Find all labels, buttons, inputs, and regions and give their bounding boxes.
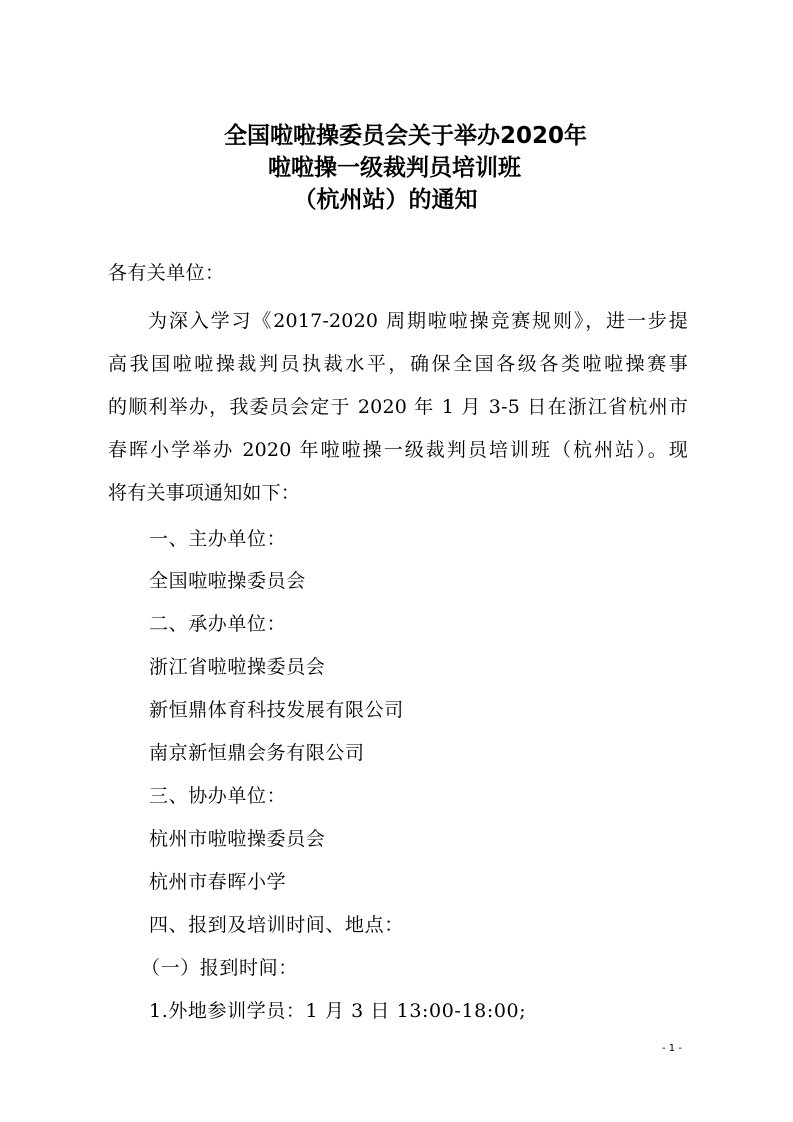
host-item: 浙江省啦啦操委员会 [149, 656, 326, 678]
intro-paragraph [108, 300, 688, 515]
co-organizer-item: 杭州市春晖小学 [149, 871, 287, 893]
organizer-item: 全国啦啦操委员会 [149, 570, 306, 592]
registration-time-heading: （一）报到时间： [141, 957, 298, 979]
time-location-heading: 四、报到及培训时间、地点： [149, 914, 404, 936]
title-line-1: 全国啦啦操委员会关于举办2020年 [223, 123, 587, 149]
title-line-2: 啦啦操一级裁判员培训班 [268, 155, 521, 181]
host-item: 新恒鼎体育科技发展有限公司 [149, 699, 404, 721]
host-item: 南京新恒鼎会务有限公司 [149, 742, 365, 764]
intro-line-3: 的顺利举办，我委员会定于 2020 年 1 月 3-5 日在浙江省杭州市 [108, 396, 688, 418]
document-title [0, 120, 793, 216]
salutation: 各有关单位： [108, 262, 225, 284]
intro-line-2: 高我国啦啦操裁判员执裁水平，确保全国各级各类啦啦操赛事 [108, 353, 688, 375]
page-number: - 1 - [662, 1043, 682, 1054]
intro-line-1: 为深入学习《2017-2020 周期啦啦操竞赛规则》，进一步提 [148, 310, 688, 332]
intro-line-5: 将有关事项通知如下： [108, 482, 301, 504]
registration-time-item: 1.外地参训学员：1 月 3 日 13:00-18:00; [149, 1000, 527, 1022]
intro-line-4: 春晖小学举办 2020 年啦啦操一级裁判员培训班（杭州站）。现 [108, 439, 688, 461]
title-line-3: （杭州站）的通知 [293, 187, 478, 213]
co-organizer-item: 杭州市啦啦操委员会 [149, 828, 326, 850]
organizer-heading: 一、主办单位： [149, 528, 287, 550]
host-heading: 二、承办单位： [149, 613, 287, 635]
co-organizer-heading: 三、协办单位： [149, 785, 287, 807]
